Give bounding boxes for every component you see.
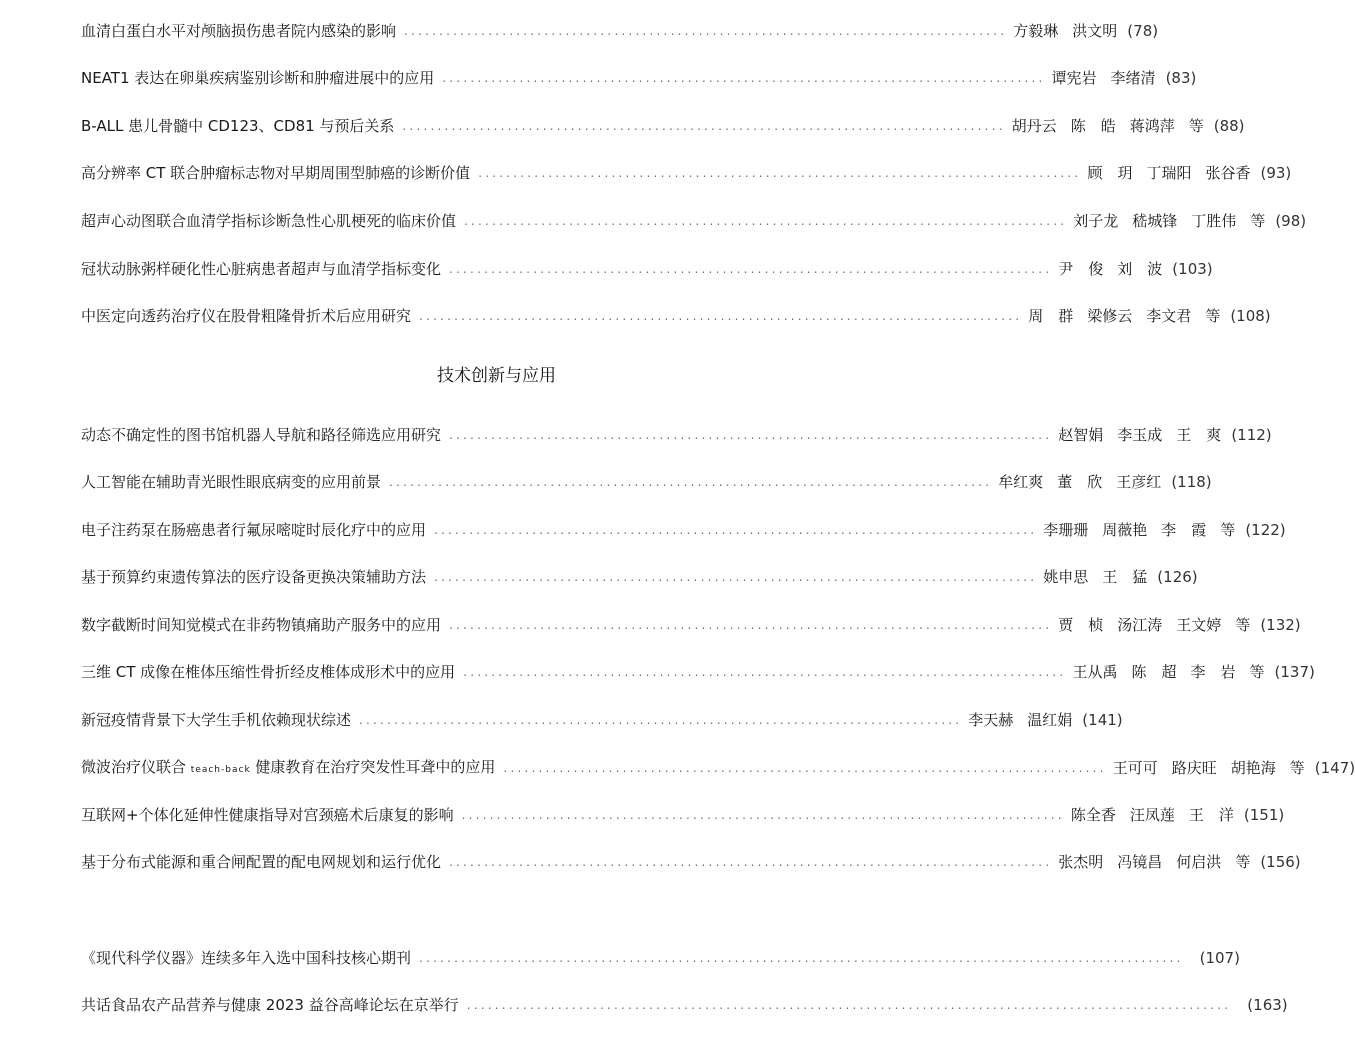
author: 王文婷 bbox=[1176, 616, 1222, 634]
entry-title: 互联网+个体化延伸性健康指导对宫颈癌术后康复的影响 bbox=[81, 806, 454, 824]
author: 温红娟 bbox=[1027, 711, 1073, 729]
author-etal: 等 bbox=[1235, 853, 1251, 871]
dot-leader: ...................................................................................... bbox=[434, 523, 1038, 537]
section-heading: 技术创新与应用 bbox=[437, 366, 556, 386]
author: 刘子龙 bbox=[1073, 212, 1119, 230]
author: 梁修云 bbox=[1087, 307, 1133, 325]
toc-entry[interactable] bbox=[81, 850, 1301, 874]
entry-title: 《现代科学仪器》连续多年入选中国科技核心期刊 bbox=[81, 949, 412, 967]
author: 牟红爽 bbox=[998, 473, 1044, 491]
entry-authors bbox=[1087, 161, 1250, 185]
entry-authors bbox=[1073, 209, 1265, 233]
author: 赵智娟 bbox=[1058, 426, 1104, 444]
author: 李天赫 bbox=[968, 711, 1014, 729]
entry-title bbox=[81, 755, 495, 782]
toc-entry[interactable] bbox=[81, 114, 1245, 138]
author-etal: 等 bbox=[1220, 521, 1236, 539]
title-part: 健康教育在治疗突发性耳聋中的应用 bbox=[250, 757, 496, 776]
entry-title: 冠状动脉粥样硬化性心脏病患者超声与血清学指标变化 bbox=[81, 260, 442, 278]
entry-authors bbox=[1058, 850, 1250, 874]
dot-leader: ...................................................................................... bbox=[359, 713, 963, 727]
author: 路庆旺 bbox=[1171, 759, 1217, 777]
dot-leader: ...................................................................................... bbox=[464, 214, 1068, 228]
author: 陈 超 bbox=[1131, 663, 1177, 681]
entry-authors bbox=[1013, 19, 1117, 43]
entry-page: (103) bbox=[1172, 260, 1213, 278]
entry-authors bbox=[1113, 756, 1305, 780]
author: 陈全香 bbox=[1070, 806, 1116, 824]
author: 汪凤莲 bbox=[1129, 806, 1175, 824]
entry-title: 基于预算约束遗传算法的医疗设备更换决策辅助方法 bbox=[81, 568, 427, 586]
author: 洪文明 bbox=[1072, 22, 1118, 40]
entry-title: 中医定向透药治疗仪在股骨粗隆骨折术后应用研究 bbox=[81, 307, 412, 325]
author: 周 群 bbox=[1028, 307, 1074, 325]
author: 谭宪岩 bbox=[1051, 69, 1097, 87]
entry-authors bbox=[1058, 423, 1221, 447]
toc-entry[interactable] bbox=[81, 803, 1285, 827]
toc-entry[interactable] bbox=[81, 993, 1288, 1017]
dot-leader: ...................................................................................... bbox=[449, 855, 1053, 869]
author: 王可可 bbox=[1112, 759, 1158, 777]
dot-leader: ...................................................................................... bbox=[449, 428, 1053, 442]
toc-entry[interactable] bbox=[81, 257, 1213, 281]
toc-entry[interactable] bbox=[81, 613, 1301, 637]
author: 王 洋 bbox=[1188, 806, 1234, 824]
toc-entry[interactable] bbox=[81, 66, 1197, 90]
author: 王从禹 bbox=[1072, 663, 1118, 681]
entry-authors bbox=[1072, 660, 1264, 684]
entry-title: 数字截断时间知觉模式在非药物镇痛助产服务中的应用 bbox=[81, 616, 442, 634]
entry-page: (137) bbox=[1274, 663, 1315, 681]
toc-entry[interactable] bbox=[81, 209, 1307, 233]
entry-authors bbox=[1043, 565, 1147, 589]
entry-page: (108) bbox=[1230, 307, 1271, 325]
toc-entry[interactable] bbox=[81, 19, 1159, 43]
entry-authors bbox=[998, 470, 1161, 494]
author-etal: 等 bbox=[1188, 117, 1204, 135]
author-etal: 等 bbox=[1249, 663, 1265, 681]
entry-page: (126) bbox=[1157, 568, 1198, 586]
author: 丁胜伟 bbox=[1191, 212, 1237, 230]
entry-title: 新冠疫情背景下大学生手机依赖现状综述 bbox=[81, 711, 352, 729]
entry-authors bbox=[1071, 803, 1234, 827]
author: 李 岩 bbox=[1190, 663, 1236, 681]
entry-page: (83) bbox=[1165, 69, 1197, 87]
dot-leader: ...................................................................................... bbox=[503, 761, 1107, 775]
entry-page: (147) bbox=[1314, 759, 1355, 777]
entry-authors bbox=[1043, 518, 1235, 542]
toc-entry[interactable] bbox=[81, 161, 1292, 185]
author-etal: 等 bbox=[1289, 759, 1305, 777]
entry-page: (98) bbox=[1275, 212, 1307, 230]
toc-entry[interactable] bbox=[81, 946, 1240, 970]
author: 王 爽 bbox=[1176, 426, 1222, 444]
entry-title: 三维 CT 成像在椎体压缩性骨折经皮椎体成形术中的应用 bbox=[81, 663, 456, 681]
author: 李玉成 bbox=[1117, 426, 1163, 444]
toc-entry[interactable] bbox=[81, 565, 1198, 589]
entry-authors bbox=[1028, 304, 1220, 328]
author: 张谷香 bbox=[1205, 164, 1251, 182]
dot-leader: ...................................................................................... bbox=[449, 262, 1053, 276]
author: 丁瑞阳 bbox=[1146, 164, 1192, 182]
entry-page: (132) bbox=[1260, 616, 1301, 634]
entry-page: (93) bbox=[1260, 164, 1292, 182]
toc-entry[interactable] bbox=[81, 518, 1286, 542]
author: 方毅琳 bbox=[1013, 22, 1059, 40]
author: 刘 波 bbox=[1117, 260, 1163, 278]
dot-leader: ...................................................................................... bbox=[404, 24, 1008, 38]
entry-title: 电子注药泵在肠癌患者行氟尿嘧啶时辰化疗中的应用 bbox=[81, 521, 427, 539]
author: 王彦红 bbox=[1116, 473, 1162, 491]
dot-leader: ...................................................................................... bbox=[461, 808, 1065, 822]
dot-leader: ...................................................................................... bbox=[402, 119, 1006, 133]
author: 冯镜昌 bbox=[1117, 853, 1163, 871]
author: 李文君 bbox=[1146, 307, 1192, 325]
entry-page: (141) bbox=[1082, 711, 1123, 729]
author: 董 欣 bbox=[1057, 473, 1103, 491]
dot-leader: ...................................................................................... bbox=[449, 618, 1053, 632]
entry-page: (78) bbox=[1127, 22, 1159, 40]
author: 张杰明 bbox=[1058, 853, 1104, 871]
author: 姚申思 bbox=[1043, 568, 1089, 586]
dot-leader: ...................................................................................... bbox=[389, 475, 993, 489]
entry-title: B-ALL 患儿骨髓中 CD123、CD81 与预后关系 bbox=[81, 117, 395, 135]
author: 蒋鸿萍 bbox=[1129, 117, 1175, 135]
author: 胡丹云 bbox=[1011, 117, 1057, 135]
author-etal: 等 bbox=[1205, 307, 1221, 325]
entry-page: (163) bbox=[1247, 996, 1288, 1014]
entry-page: (118) bbox=[1171, 473, 1212, 491]
author: 李珊珊 bbox=[1043, 521, 1089, 539]
dot-leader: ...................................................................................... bbox=[442, 71, 1046, 85]
author: 王 猛 bbox=[1102, 568, 1148, 586]
author: 胡艳海 bbox=[1230, 759, 1276, 777]
author: 何启洪 bbox=[1176, 853, 1222, 871]
author: 嵇城锋 bbox=[1132, 212, 1178, 230]
entry-authors bbox=[1052, 66, 1156, 90]
author: 周薇艳 bbox=[1102, 521, 1148, 539]
toc-entry[interactable] bbox=[81, 304, 1271, 328]
dot-leader: ...................................................................................... bbox=[463, 665, 1067, 679]
dot-leader: ...................................................................................... bbox=[478, 166, 1082, 180]
title-part-small: teach-back bbox=[190, 764, 251, 775]
author: 陈 皓 bbox=[1070, 117, 1116, 135]
toc-entry[interactable] bbox=[81, 423, 1272, 447]
dot-leader: ...................................................................................... bbox=[434, 570, 1038, 584]
entry-authors bbox=[1012, 114, 1204, 138]
dot-leader: ............................................................................................................. bbox=[419, 951, 1184, 965]
author: 贾 桢 bbox=[1058, 616, 1104, 634]
entry-title: 高分辨率 CT 联合肿瘤标志物对早期周围型肺癌的诊断价值 bbox=[81, 164, 471, 182]
entry-page: (107) bbox=[1199, 949, 1240, 967]
entry-page: (88) bbox=[1213, 117, 1245, 135]
dot-leader: ............................................................................................................. bbox=[466, 998, 1232, 1012]
entry-title: NEAT1 表达在卵巢疾病鉴别诊断和肿瘤进展中的应用 bbox=[81, 69, 435, 87]
author: 李 霞 bbox=[1161, 521, 1207, 539]
title-part: 微波治疗仪联合 bbox=[81, 757, 191, 776]
entry-page: (156) bbox=[1260, 853, 1301, 871]
entry-authors bbox=[1058, 613, 1250, 637]
author: 汤江涛 bbox=[1117, 616, 1163, 634]
toc-entry[interactable] bbox=[81, 708, 1123, 732]
toc-entry[interactable] bbox=[81, 756, 1355, 780]
entry-title: 基于分布式能源和重合闸配置的配电网规划和运行优化 bbox=[81, 853, 442, 871]
dot-leader: ...................................................................................... bbox=[419, 309, 1023, 323]
entry-title: 共话食品农产品营养与健康 2023 益谷高峰论坛在京举行 bbox=[81, 996, 459, 1014]
entry-title: 人工智能在辅助青光眼性眼底病变的应用前景 bbox=[81, 473, 382, 491]
toc-entry[interactable] bbox=[81, 470, 1212, 494]
entry-authors bbox=[968, 708, 1072, 732]
author-etal: 等 bbox=[1250, 212, 1266, 230]
toc-entry[interactable] bbox=[81, 660, 1315, 684]
author: 李绪清 bbox=[1110, 69, 1156, 87]
author: 顾 玥 bbox=[1087, 164, 1133, 182]
entry-title: 动态不确定性的图书馆机器人导航和路径筛选应用研究 bbox=[81, 426, 442, 444]
entry-page: (122) bbox=[1245, 521, 1286, 539]
entry-authors bbox=[1058, 257, 1162, 281]
entry-page: (112) bbox=[1231, 426, 1272, 444]
entry-title: 超声心动图联合血清学指标诊断急性心肌梗死的临床价值 bbox=[81, 212, 457, 230]
entry-page: (151) bbox=[1243, 806, 1285, 824]
author: 尹 俊 bbox=[1058, 260, 1104, 278]
entry-title: 血清白蛋白水平对颅脑损伤患者院内感染的影响 bbox=[81, 22, 397, 40]
author-etal: 等 bbox=[1235, 616, 1251, 634]
